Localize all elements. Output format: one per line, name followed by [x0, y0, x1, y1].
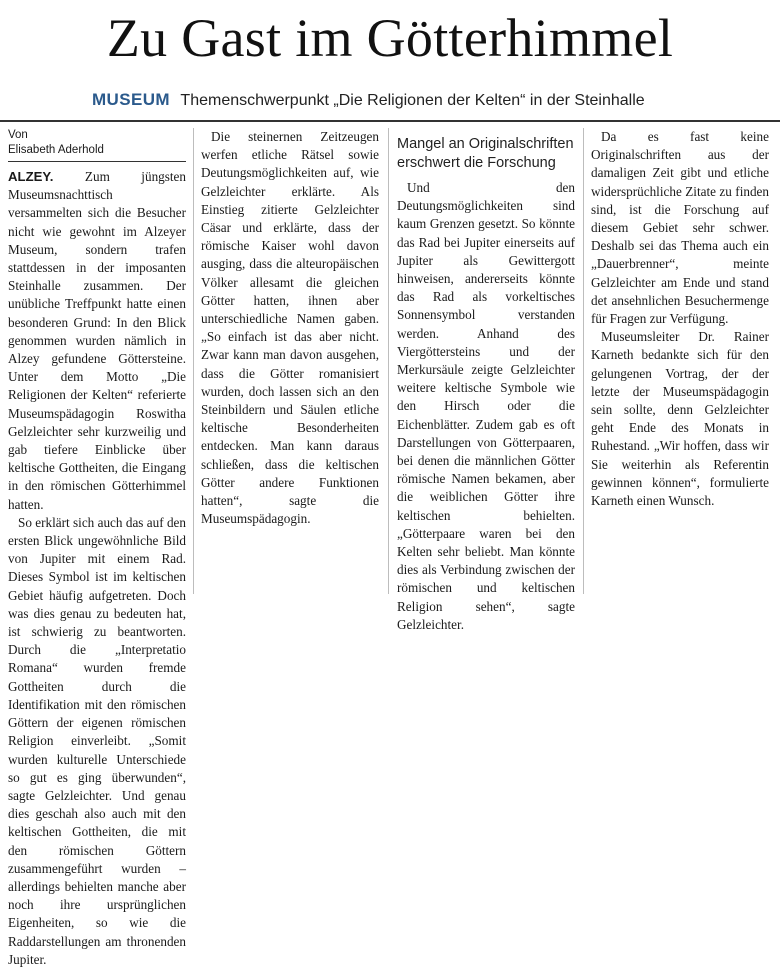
article-column-1 — [8, 128, 186, 969]
column-divider — [193, 128, 194, 594]
headline: Zu Gast im Götterhimmel — [106, 8, 674, 68]
article-paragraph — [201, 128, 379, 528]
section-subheading: Mangel an Originalschriften erschwert die Forschung — [397, 136, 574, 171]
article-column-4 — [591, 128, 769, 510]
article-paragraph — [8, 168, 186, 514]
byline-rule — [8, 161, 186, 162]
byline-author: Elisabeth Aderhold — [8, 144, 104, 156]
subheadline — [92, 90, 645, 110]
column-divider — [583, 128, 584, 594]
article-column-2 — [201, 128, 379, 528]
paragraph-text: Die steinernen Zeitzeugen werfen etliche Rätsel sowie Deutungsmöglichkeiten auf, wie Gelzleichter erklärte. Als Einstieg zitierte Gelzleichter Cäsar und erklärte, dass der römische Kaiser wohl davon ausging, dass die alteuropäischen Völker allesamt die gleichen Götter hatten, ihnen aber unterschiedliche Namen gaben. „So einfach ist das aber nicht. Zwar kann man davon ausgehen, dass die Götter romanisiert wurden, doch lassen sich an den Steinbildern und Säulen etliche keltische Besonderheiten entdecken. Man kann daraus schließen, dass die keltischen Götter andere Funktionen hatten“, sagte die Museumspädagogin. — [201, 129, 379, 527]
byline-prefix: Von — [8, 129, 28, 141]
article-paragraph — [591, 328, 769, 510]
paragraph-text: Zum jüngsten Museumsnachttisch versammelten sich die Besucher nicht wie gewohnt im Alzeyer Museum, sondern trafen stattdessen in der imposanten Steinhalle zusammen. Der unübliche Treffpunkt hatte einen besonderen Grund: In den Blick genommen wurden nämlich in Alzey gefundene Göttersteine. Unter dem Motto „Die Religionen der Kelten“ referierte Museumspädagogin Roswitha Gelzleichter sehr kurzweilig und gab tiefere Einblicke über keltische Gottheiten, die Eingang in den römischen Götterhimmel hatten. — [8, 169, 186, 512]
paragraph-text: So erklärt sich auch das auf den ersten Blick ungewöhnliche Bild von Jupiter mit einem Rad. Dieses Symbol ist im keltischen Gebiet häufig aufgetreten. Doch was dies genau zu bedeuten hat, ist schwierig zu beantworten. Durch die „Interpretatio Romana“ wurden fremde Gottheiten durch die Identifikation mit den römischen Göttern der eigenen römischen Religion einverleibt. „Somit wurden kulturelle Unterschiede so gut es ging überwunden“, sagte Gelzleichter. Und genau dies geschah also auch mit den keltischen Gottheiten, die mit den römischen Göttern zusammengeführt wurden – allerdings behielten manche aber noch ihre ursprünglichen Eigenheiten, so wie die Raddarstellungen am thronenden Jupiter. — [8, 514, 186, 967]
article-paragraph — [8, 514, 186, 969]
article-column-3 — [397, 128, 575, 634]
byline — [8, 128, 186, 162]
subtitle: Themenschwerpunkt „Die Religionen der Kelten“ in der Steinhalle — [180, 92, 645, 109]
paragraph-text: Da es fast keine Originalschriften aus der damaligen Zeit gibt und etliche widersprüchliche Zitate zu finden sind, ist die Forschung auf diesem Gebiet sehr schwer. Deshalb sei das Thema auch ein „Dauerbrenner“, meinte Gelzleichter am Ende und stand det ansehnlichen Besuchermenge für Fragen zur Verfügung. — [591, 129, 769, 327]
paragraph-text: Und den Deutungsmöglichkeiten sind kaum Grenzen gesetzt. So könnte das Rad bei Jupiter einerseits auf Jupiter als Gewittergott hinweisen, andererseits könnte das Rad als vorkeltisches Sonnensymbol verstanden werden. Anhand des Viergöttersteins und der Merkursäule zeigte Gelzleichter weitere keltische Symbole wie den Hirsch oder die Eichenblätter. Zudem gab es oft Darstellungen von Götterpaaren, bei denen die männlichen Götter römische Namen bekamen, aber die weiblichen Götter ihre keltischen behielten. „Götterpaare waren bei den Kelten sehr beliebt. Man könnte dies als Verbindung zwischen der römischen und keltischen Religion sehen“, sagte Gelzleichter. — [397, 180, 575, 632]
article-paragraph — [591, 128, 769, 328]
section-kicker: MUSEUM — [92, 90, 170, 109]
dateline: ALZEY. — [8, 169, 54, 184]
column-divider — [388, 128, 389, 594]
header-rule — [0, 120, 780, 122]
article-paragraph — [397, 179, 575, 634]
paragraph-text: Museumsleiter Dr. Rainer Karneth bedankte sich für den gelungenen Vortrag, der der letzte der Museumspädagogin sein sollte, denn Gelzleichter geht Ende des Monats in Ruhestand. „Wir hoffen, dass wir Sie weiterhin als Referentin gewinnen können“, formulierte Karneth einen Wunsch. — [591, 329, 769, 509]
